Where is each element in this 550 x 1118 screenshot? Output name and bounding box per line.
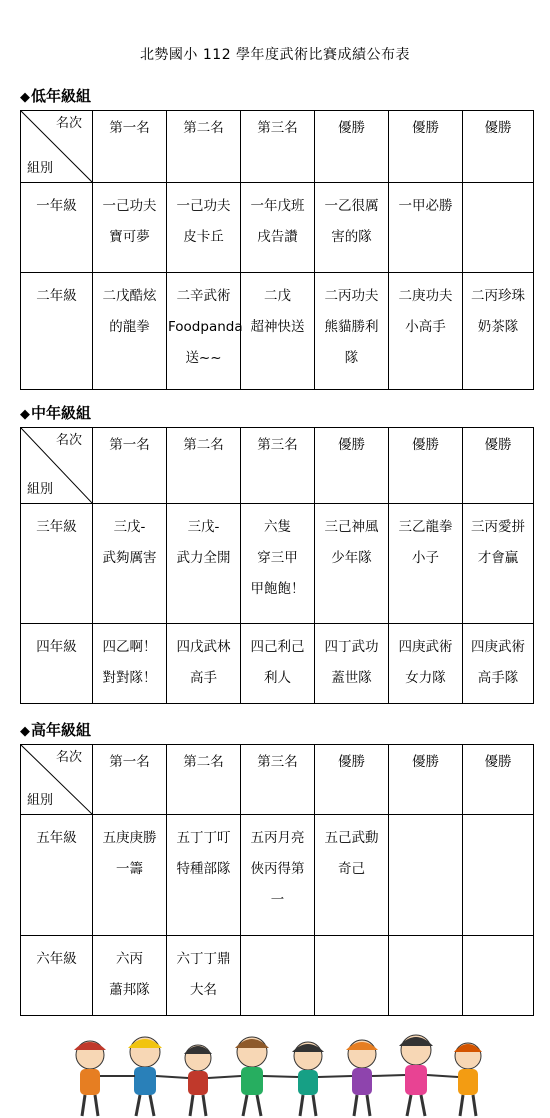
award-cell	[167, 273, 241, 390]
team-name-line: 大名	[190, 982, 217, 998]
team-name-line: 二丙功夫	[324, 288, 379, 304]
diamond-bullet-icon: ◆	[20, 724, 30, 739]
award-cell	[315, 183, 389, 273]
award-cell	[167, 936, 241, 1016]
team-name-line: 四庚武術	[471, 639, 525, 655]
award-cell	[315, 273, 389, 390]
column-header: 優勝	[389, 428, 463, 504]
rank-label: 名次	[55, 433, 82, 448]
section-heading-lower	[20, 85, 91, 106]
team-name-line: 一己功夫	[102, 198, 157, 214]
award-cell	[315, 624, 389, 704]
award-cell	[93, 183, 167, 273]
team-name-line: 小高手	[405, 319, 446, 335]
team-name-line: 熊貓勝利	[324, 319, 379, 335]
team-name-line: 奇己	[338, 861, 365, 877]
team-name-line: 一年戊班	[250, 198, 305, 214]
team-name-line: 六隻	[264, 519, 291, 535]
team-name-line: 四乙啊！	[102, 639, 157, 655]
column-header: 第一名	[93, 745, 167, 815]
header-row	[21, 745, 534, 815]
grade-cell: 二年級	[21, 273, 93, 390]
grade-cell: 四年級	[21, 624, 93, 704]
page-title: 北勢國小 112 學年度武術比賽成績公布表	[139, 47, 411, 63]
team-name-line: 蕭邦隊	[109, 982, 150, 998]
team-name-line: 二辛武術	[176, 288, 231, 304]
award-cell	[315, 504, 389, 624]
team-name-line: 隊	[344, 350, 359, 366]
grade-cell: 一年級	[21, 183, 93, 273]
team-name-line: 一乙很厲	[324, 198, 379, 214]
group-label: 組別	[27, 161, 54, 176]
grade-cell: 五年級	[21, 815, 93, 936]
group-label: 組別	[27, 793, 54, 808]
child-figure-6	[346, 1040, 378, 1116]
team-name-line: 三乙龍拳	[398, 519, 453, 535]
award-cell	[389, 273, 463, 390]
team-name-line: 對對隊！	[102, 670, 157, 686]
section-heading-upper	[20, 719, 91, 740]
award-cell	[241, 504, 315, 624]
child-figure-8	[454, 1043, 482, 1116]
team-name-line: 一	[270, 892, 285, 908]
team-name-line: 三丙愛拼	[471, 519, 525, 535]
table-row	[21, 273, 534, 390]
award-cell	[93, 504, 167, 624]
award-cell	[463, 273, 534, 390]
table-row	[21, 815, 534, 936]
award-cell	[389, 183, 463, 273]
team-name-line: 高手隊	[477, 670, 519, 686]
award-cell	[93, 815, 167, 936]
team-name-line: 五庚庚勝	[102, 830, 157, 846]
rank-label: 名次	[55, 750, 82, 765]
team-name-line: 蓋世隊	[331, 670, 372, 686]
team-name-line: 四己利己	[250, 639, 305, 655]
section-name: 中年級組	[31, 404, 92, 422]
award-cell	[315, 815, 389, 936]
award-cell	[389, 624, 463, 704]
award-cell	[463, 183, 534, 273]
child-figure-3	[184, 1045, 212, 1116]
award-cell	[167, 504, 241, 624]
rank-label: 名次	[55, 116, 82, 131]
team-name-line: 四丁武功	[324, 639, 379, 655]
team-name-line: 六丙	[116, 951, 143, 967]
award-cell	[93, 624, 167, 704]
team-name-line: 三戊-	[187, 519, 220, 535]
award-cell	[463, 504, 534, 624]
team-name-line: 女力隊	[405, 670, 446, 686]
diamond-bullet-icon: ◆	[20, 407, 30, 422]
team-name-line: 一甲必勝	[398, 198, 453, 214]
award-cell	[463, 815, 534, 936]
team-name-line: 利人	[264, 670, 291, 686]
column-header: 第二名	[167, 111, 241, 183]
column-header: 第二名	[167, 428, 241, 504]
team-name-line: 高手	[190, 670, 217, 686]
column-header: 優勝	[315, 111, 389, 183]
award-cell	[463, 936, 534, 1016]
column-header: 優勝	[463, 428, 534, 504]
team-name-line: 二戊	[264, 288, 291, 304]
team-name-line: 武夠厲害	[102, 550, 157, 566]
award-cell	[463, 624, 534, 704]
team-name-line: 二戊酷炫	[102, 288, 157, 304]
team-name-line: 武力全開	[176, 550, 231, 566]
team-name-line: 五丁丁叮	[176, 830, 231, 846]
team-name-line: 二丙珍珠	[471, 288, 525, 304]
team-name-line: 穿三甲	[257, 550, 298, 566]
award-cell	[389, 504, 463, 624]
column-header: 第三名	[241, 111, 315, 183]
team-name-line: 四庚武術	[398, 639, 453, 655]
award-cell	[167, 183, 241, 273]
team-name-line: 小子	[412, 550, 439, 566]
team-name-line: 五己武動	[324, 830, 379, 846]
child-figure-1	[74, 1041, 106, 1116]
grade-cell: 三年級	[21, 504, 93, 624]
team-name-line: 害的隊	[331, 229, 372, 245]
column-header: 第三名	[241, 745, 315, 815]
section-name: 低年級組	[31, 87, 92, 105]
child-figure-5	[292, 1042, 324, 1116]
results-table-upper	[20, 744, 534, 1016]
column-header: 優勝	[315, 428, 389, 504]
team-name-line: 俠丙得第	[250, 861, 305, 877]
results-table-middle	[20, 427, 534, 704]
column-header: 第二名	[167, 745, 241, 815]
column-header: 第一名	[93, 428, 167, 504]
team-name-line: 的龍拳	[109, 319, 150, 335]
award-cell	[241, 624, 315, 704]
children-holding-hands-illustration	[60, 1030, 490, 1118]
team-name-line: 才會贏	[477, 550, 519, 566]
section-name: 高年級組	[31, 721, 92, 739]
team-name-line: 二庚功夫	[398, 288, 453, 304]
column-header: 優勝	[463, 111, 534, 183]
team-name-line: Foodpanda	[168, 319, 243, 335]
award-cell	[241, 273, 315, 390]
column-header: 優勝	[389, 111, 463, 183]
team-name-line: 六丁丁鼎	[176, 951, 231, 967]
corner-header-cell	[21, 745, 93, 815]
award-cell	[241, 936, 315, 1016]
award-cell	[93, 273, 167, 390]
team-name-line: 三己神風	[324, 519, 379, 535]
team-name-line: 寶可夢	[109, 229, 150, 245]
team-name-line: 戌告讚	[257, 229, 298, 245]
award-cell	[93, 936, 167, 1016]
diamond-bullet-icon: ◆	[20, 90, 30, 105]
team-name-line: 特種部隊	[176, 861, 231, 877]
column-header: 優勝	[463, 745, 534, 815]
header-row	[21, 111, 534, 183]
column-header: 第三名	[241, 428, 315, 504]
award-cell	[389, 815, 463, 936]
column-header: 優勝	[389, 745, 463, 815]
award-cell	[167, 815, 241, 936]
table-row	[21, 624, 534, 704]
table-row	[21, 936, 534, 1016]
team-name-line: 送~~	[185, 350, 222, 366]
team-name-line: 五丙月亮	[250, 830, 305, 846]
team-name-line: 四戊武林	[176, 639, 231, 655]
column-header: 優勝	[315, 745, 389, 815]
team-name-line: 一籌	[116, 861, 143, 877]
group-label: 組別	[27, 482, 54, 497]
team-name-line: 超神快送	[250, 319, 305, 335]
team-name-line: 一己功夫	[176, 198, 231, 214]
grade-cell: 六年級	[21, 936, 93, 1016]
corner-header-cell	[21, 428, 93, 504]
table-row	[21, 183, 534, 273]
award-cell	[389, 936, 463, 1016]
award-cell	[167, 624, 241, 704]
column-header: 第一名	[93, 111, 167, 183]
team-name-line: 甲飽飽！	[250, 581, 305, 597]
section-heading-middle	[20, 402, 91, 423]
results-table-lower	[20, 110, 534, 390]
table-row	[21, 504, 534, 624]
award-cell	[315, 936, 389, 1016]
header-row	[21, 428, 534, 504]
award-cell	[241, 183, 315, 273]
team-name-line: 奶茶隊	[477, 319, 519, 335]
team-name-line: 三戊-	[113, 519, 146, 535]
corner-header-cell	[21, 111, 93, 183]
team-name-line: 少年隊	[331, 550, 372, 566]
award-cell	[241, 815, 315, 936]
team-name-line: 皮卡丘	[183, 229, 224, 245]
